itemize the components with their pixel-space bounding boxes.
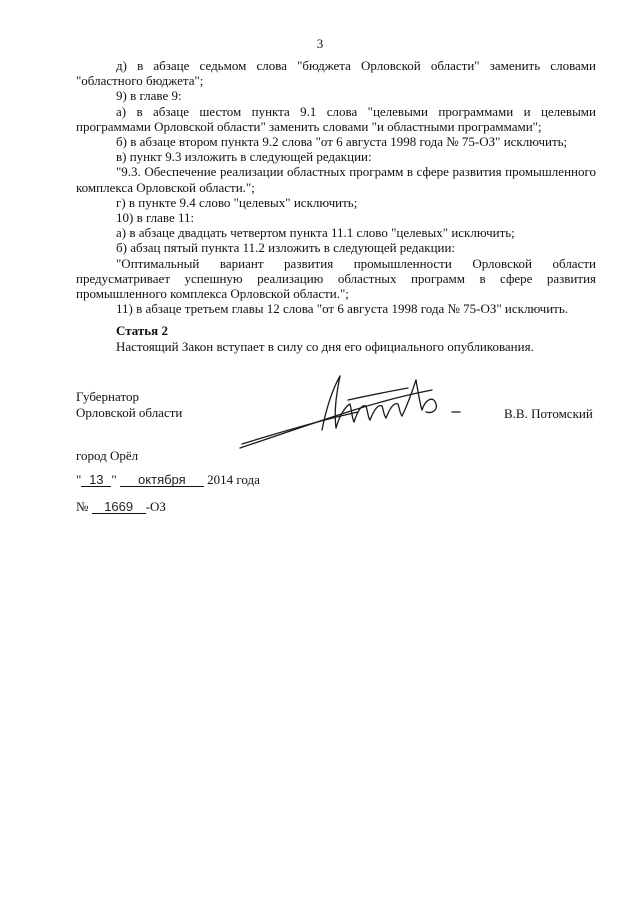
number-sign: №	[76, 499, 89, 514]
amendment-paragraph: "Оптимальный вариант развития промышленности Орловской области предусматривает успешную реализацию областных программ в сфере развития промышленного комплекса Орловской области.";	[76, 255, 596, 302]
law-number-value: 1669	[92, 500, 146, 514]
date-year: 2014 года	[207, 472, 260, 487]
page-number: 3	[316, 36, 324, 51]
date-month: октября	[120, 473, 204, 487]
quote-mark: "	[76, 472, 82, 487]
signing-date	[76, 472, 260, 488]
amendment-paragraph: г) в пункте 9.4 слово "целевых" исключить;	[116, 194, 358, 210]
amendment-paragraph: а) в абзаце шестом пункта 9.1 слова "целевыми программами и целевыми программами Орловской области" заменить словами "и областными программами";	[76, 103, 596, 134]
law-number-suffix: -ОЗ	[145, 499, 166, 514]
governor-title-line: Орловской области	[76, 405, 183, 420]
amendment-paragraph: 11) в абзаце третьем главы 12 слова "от 6 августа 1998 года № 75-ОЗ" исключить.	[116, 301, 569, 317]
amendments-text	[76, 58, 596, 316]
amendment-paragraph: 9) в главе 9:	[116, 88, 182, 104]
governor-signature	[236, 370, 472, 452]
governor-title	[76, 389, 182, 421]
amendment-paragraph: "9.3. Обеспечение реализации областных программ в сфере развития промышленного комплекса Орловской области.";	[76, 164, 596, 195]
amendment-paragraph: б) в абзаце втором пункта 9.2 слова "от 6 августа 1998 года № 75-ОЗ" исключить;	[116, 134, 568, 150]
article-title: Статья 2	[116, 323, 168, 338]
quote-mark: "	[111, 472, 117, 487]
amendment-paragraph: д) в абзаце седьмом слова "бюджета Орловской области" заменить словами "областного бюджета";	[76, 58, 596, 89]
date-day: 13	[81, 473, 111, 487]
governor-title-line: Губернатор	[76, 389, 139, 404]
governor-name: В.В. Потомский	[504, 406, 593, 421]
amendment-paragraph: 10) в главе 11:	[116, 210, 195, 226]
law-number	[76, 499, 166, 515]
amendment-paragraph: б) абзац пятый пункта 11.2 изложить в следующей редакции:	[116, 240, 456, 256]
amendment-paragraph: в) пункт 9.3 изложить в следующей редакции:	[116, 149, 372, 165]
article-text: Настоящий Закон вступает в силу со дня его официального опубликования.	[116, 339, 534, 354]
amendment-paragraph: а) в абзаце двадцать четвертом пункта 11.1 слово "целевых" исключить;	[116, 225, 515, 241]
city: город Орёл	[76, 448, 139, 463]
